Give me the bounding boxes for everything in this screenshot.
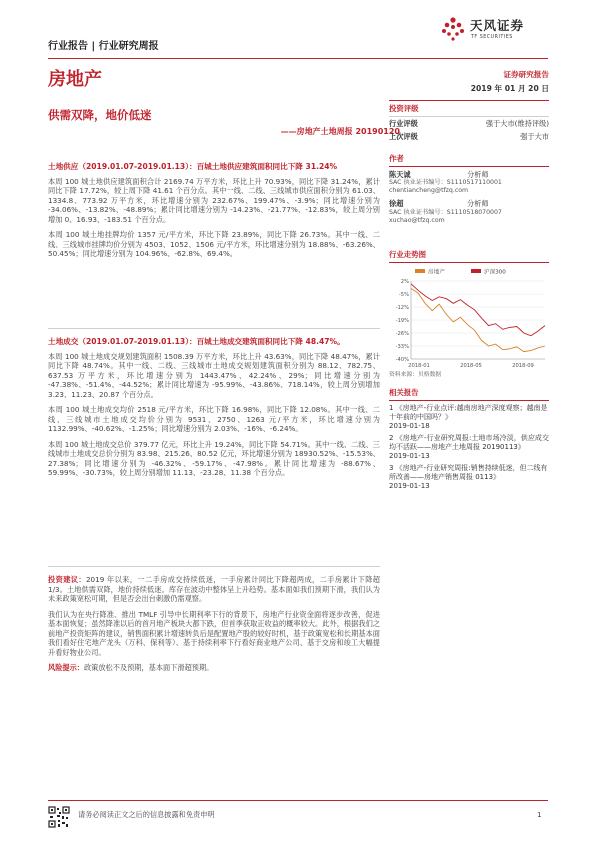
footer-disclaimer: 请务必阅读正文之后的信息披露和免责申明 bbox=[78, 810, 215, 819]
logo-subtitle: TF SECURITIES bbox=[471, 35, 513, 40]
section-divider bbox=[48, 328, 380, 329]
paragraph: 本周 100 城土地成交均价 2518 元/平方米，环比下降 16.98%，同比下降 12.08%。其中一线、二线、三线城市土地成交均价分别为 9531、2750、1263 元/平方米，环比增速分别为 1132.99%、-40.62%、-1.25%；同比增速分别为 2.03%、-16%、-6.24%。 bbox=[48, 405, 380, 434]
logo-name: 天风证券 bbox=[470, 18, 525, 33]
related-item[interactable] bbox=[389, 434, 549, 461]
risk-text: 政策放松不及预期，基本面下滑超预期。 bbox=[83, 663, 214, 672]
related-text[interactable]: 1 《房地产-行业点评:越南房地产深度观察；越南是十年前的中国吗？》 bbox=[389, 403, 548, 421]
chart-source: 资料来源：贝格数据 bbox=[389, 371, 442, 378]
sidebar-divider bbox=[389, 400, 549, 401]
author-role: 分析师 bbox=[467, 199, 489, 209]
related-date: 2019-01-18 bbox=[389, 421, 430, 430]
y-tick-label: -12% bbox=[395, 304, 409, 311]
report-type: 行业报告 | 行业研究周报 bbox=[48, 41, 159, 52]
rating-title: 投资评级 bbox=[389, 103, 419, 113]
sector-title: 房地产 bbox=[48, 69, 102, 90]
y-tick-label: -19% bbox=[395, 317, 409, 324]
rating-row bbox=[389, 119, 549, 129]
company-logo bbox=[440, 14, 560, 46]
legend-swatch bbox=[415, 269, 425, 273]
paragraph: 本周 100 城土地供应建筑面积合计 2169.74 万平方米，环比上升 70.93%，同比下降 31.24%，累计同比下降 17.72%，较上周下降 41.61 个百分点。其中一线、二线、三线城市供应面积分别为 61.03、1334.8、773.92 万平方米，环比增速分别为 232.67%、199.47%、-3.9%；同比增速分别为 -34.06%、-13.82%、-48.89%；累计同比增速分别为 -14.23%、-21.77%、-12.83%，较上周分别增加 0、16.93、-183.51 个百分点。 bbox=[48, 176, 380, 224]
y-tick-label: -5% bbox=[398, 291, 409, 298]
y-tick-label: -40% bbox=[395, 356, 409, 363]
advice-label: 投资建议： bbox=[48, 575, 86, 584]
related-text[interactable]: 3 《房地产-行业研究周报:销售持续低迷，但二线有所改善——房地产销售周报 0113》 bbox=[389, 464, 548, 482]
section-title: 土地供应（2019.01.07-2019.01.13）：百城土地供应建筑面积同比下降 31.24% bbox=[48, 162, 338, 171]
paragraph: 本周 100 城土地成交规划建筑面积 1508.39 万平方米，环比上升 43.63%，同比下降 48.47%，累计同比下降 48.74%。其中一线、二线、三线城市土地成交规划建筑面积分别为 88.12、782.75、637.53 万平方米，环比增速分别为 1443.47%、42.24%、29%；同比增速分别为 -47.38%、-51.4%、-44.52%；累计同比增速为 -95.99%、-43.86%、718.14%，较上周分别增加 3.23、11.23、20.87 个百分点。 bbox=[48, 351, 380, 399]
related-item[interactable] bbox=[389, 404, 549, 431]
related-title: 相关报告 bbox=[389, 388, 419, 397]
paragraph: 本周 100 城土地挂牌均价 1357 元/平方米，环比下降 23.89%，同比下降 26.73%。其中一线、二线、三线城市挂牌均价分别为 4503、1052、1506 元/平方米，环比增速分别为 18.88%、-63.26%、50.45%；同比增速分别为 104.96%、-62.8%、69.4%。 bbox=[48, 230, 380, 259]
section-land-supply bbox=[48, 162, 380, 265]
section-investment-advice bbox=[48, 575, 380, 679]
report-subheadline: ——房地产土地周报 20190120 bbox=[280, 127, 400, 136]
author-cert: SAC 执业证书编号：S1110518070007 bbox=[389, 208, 502, 216]
report-headline: 供需双降，地价低迷 bbox=[48, 108, 152, 122]
trend-block bbox=[389, 250, 549, 379]
advice-paragraph bbox=[48, 575, 380, 604]
report-date: 2019 年 01 月 20 日 bbox=[470, 84, 549, 94]
sidebar-divider bbox=[389, 262, 549, 263]
section-land-transaction bbox=[48, 337, 380, 484]
sidebar bbox=[389, 70, 549, 141]
legend-swatch bbox=[471, 269, 481, 273]
author-entry bbox=[389, 170, 549, 196]
author-title: 作者 bbox=[389, 154, 404, 163]
advice-paragraph-2: 我们认为在央行降准、推出 TMLF 引导中长期利率下行的背景下，房地产行业资金面将逐步改善，促进基本面恢复；虽然降准以后的首月地产板块大都下跌，但首季获取正收益的概率较大。此外，根据我们之前地产投资矩阵的建议，销售面积累计增速转负后是配置地产股的较好时机，基于政策宽松和长期基本面我们看好住宅地产龙头（万科、保利等）、基于持续利率下行看好商业地产公司、基于交房和竣工大幅提升看好物业公司。 bbox=[48, 609, 380, 657]
related-item[interactable] bbox=[389, 464, 549, 491]
author-email[interactable]: xuchao@tfzq.com bbox=[389, 217, 445, 225]
author-name: 陈天诚 bbox=[389, 169, 411, 179]
rating-value: 强于大市 bbox=[520, 131, 549, 141]
rating-key: 上次评级 bbox=[389, 131, 418, 141]
legend-label: 沪深300 bbox=[484, 269, 506, 276]
author-entry bbox=[389, 199, 549, 225]
authors-block bbox=[389, 154, 549, 225]
related-text[interactable]: 2 《房地产-行业研究周报:土地市场冷淡，供应成交均不活跃——房地产土地周报 20190113》 bbox=[389, 433, 549, 451]
section-divider bbox=[48, 566, 380, 567]
qr-code-icon bbox=[48, 806, 70, 828]
rating-row bbox=[389, 132, 549, 142]
y-tick-label: -33% bbox=[395, 343, 409, 350]
sidebar-divider bbox=[389, 100, 549, 101]
rating-key: 行业评级 bbox=[389, 119, 418, 129]
logo-mark-icon bbox=[440, 16, 466, 42]
related-date: 2019-01-13 bbox=[389, 452, 430, 461]
paragraph: 本周 100 城土地成交总价 379.77 亿元，环比上升 19.24%，同比下降 54.71%。其中一线、二线、三线城市土地成交总价分别为 83.98、215.26、80.52 亿元，环比增速分别为 18930.52%、-15.53%、27.38%；同比增速分别为 -46.32%、-59.17%、-47.98%。累计同比增速为 -88.67%、59.99%、-30.73%，较上周分别增加 11.13、-23.28、11.38 个百分点。 bbox=[48, 439, 380, 478]
related-reports bbox=[389, 388, 549, 491]
advice-text: 2019 年以来，一二手房成交持续低迷，一手房累计同比下降超两成，二手房累计下降超 1/3。土地供需双降，地价持续低迷。库存在波动中整体呈上升趋势。基本面如我们预期下滑，我们认为未来政策宽松可期，但是否会出台刺激仍需观察。 bbox=[48, 575, 380, 603]
section-title: 土地成交（2019.01.07-2019.01.13）：百城土地成交建筑面积同比下降 48.47%。 bbox=[48, 337, 345, 346]
page-number: 1 bbox=[537, 810, 542, 819]
report-label: 证券研究报告 bbox=[503, 70, 549, 79]
header-divider bbox=[48, 58, 548, 59]
rating-value: 强于大市(维持评级) bbox=[485, 119, 549, 129]
rating-divider bbox=[389, 116, 549, 117]
sidebar-divider bbox=[389, 166, 549, 167]
author-cert: SAC 执业证书编号：S1110517110001 bbox=[389, 179, 502, 187]
risk-paragraph bbox=[48, 663, 380, 673]
footer-divider bbox=[48, 800, 548, 801]
author-email[interactable]: chentiancheng@tfzq.com bbox=[389, 187, 469, 195]
risk-label: 风险提示： bbox=[48, 663, 84, 672]
y-tick-label: -26% bbox=[395, 330, 409, 337]
x-tick-label: 2018-01 bbox=[408, 362, 430, 369]
x-tick-label: 2018-05 bbox=[460, 362, 482, 369]
legend-label: 房地产 bbox=[428, 269, 445, 276]
related-date: 2019-01-13 bbox=[389, 482, 430, 491]
x-tick-label: 2018-09 bbox=[512, 362, 534, 369]
author-role: 分析师 bbox=[467, 169, 489, 179]
trend-title: 行业走势图 bbox=[389, 250, 426, 259]
y-tick-label: 2% bbox=[400, 278, 409, 285]
trend-chart bbox=[389, 265, 549, 371]
author-name: 徐超 bbox=[389, 199, 404, 209]
